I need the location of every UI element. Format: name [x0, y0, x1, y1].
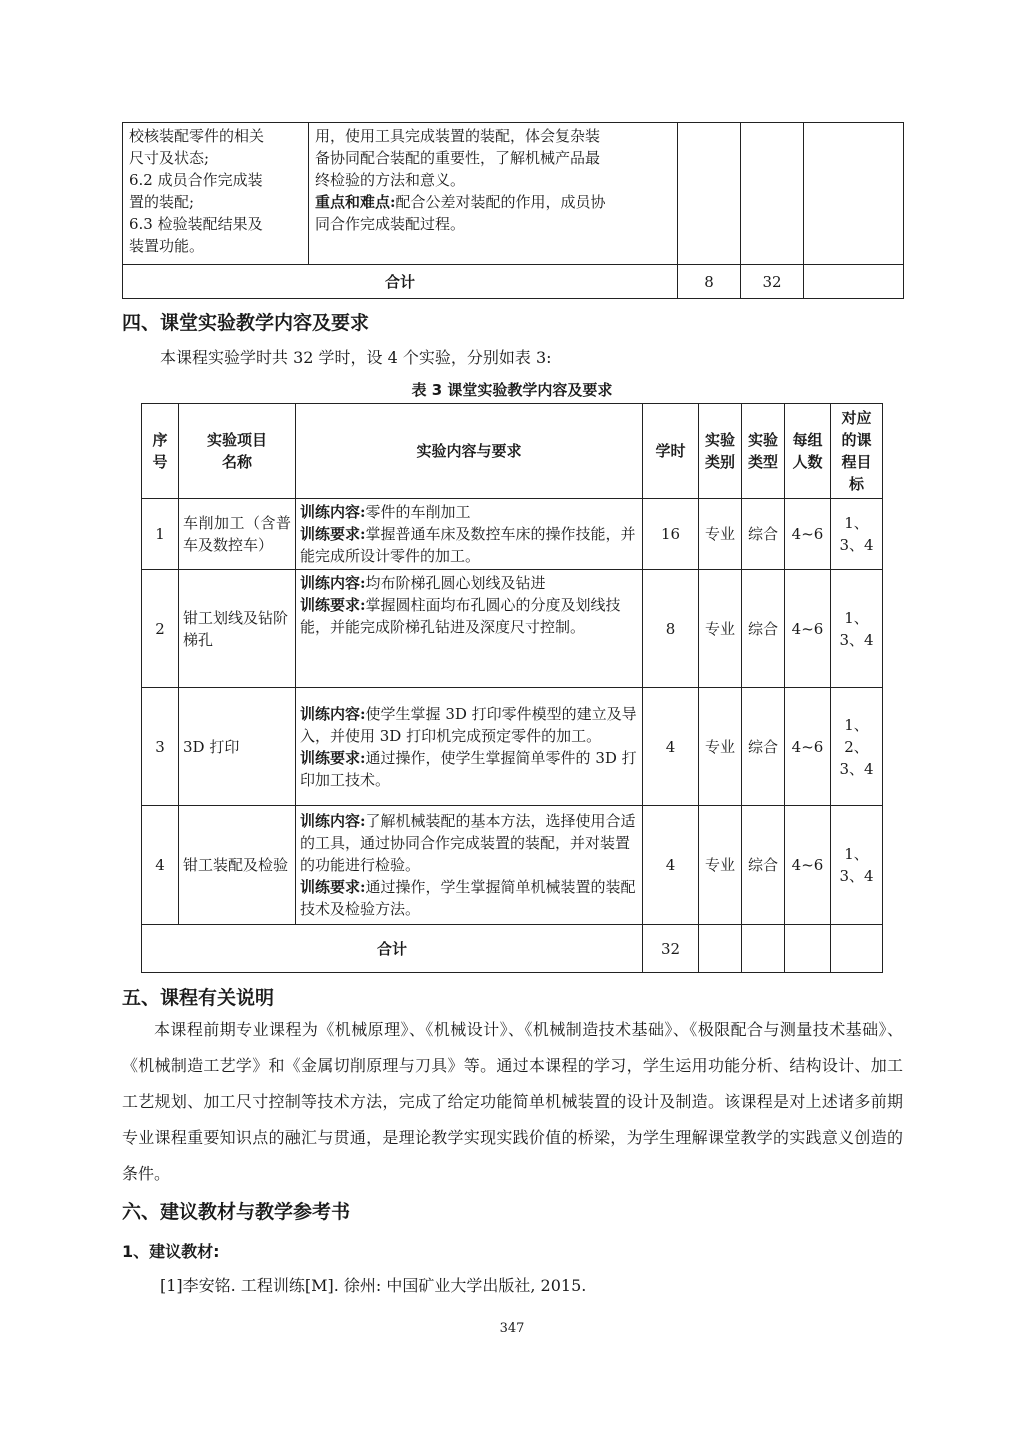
row-content: 训练内容:零件的车削加工 训练要求:掌握普通车床及数控车床的操作技能，并能完成所设计零件的加工。 — [296, 499, 643, 570]
row-group: 4~6 — [785, 499, 831, 570]
cell-line: 备协同配合装配的重要性，了解机械产品最 — [315, 149, 601, 167]
content-cell — [309, 123, 678, 265]
section4-heading: 四、课堂实验教学内容及要求 — [122, 312, 370, 334]
cell-line: 6.2 成员合作完成装 — [129, 171, 263, 189]
cell-line: 尺寸及状态; — [129, 149, 210, 167]
total-value-1: 8 — [678, 265, 741, 299]
row-hours: 16 — [643, 499, 699, 570]
table-row — [142, 806, 883, 925]
row-seq: 3 — [142, 688, 179, 806]
section5-body: 本课程前期专业课程为《机械原理》、《机械设计》、《机械制造技术基础》、《极限配合与测量技术基础》、《机械制造工艺学》和《金属切削原理与刀具》等。通过本课程的学习，学生运用功能分析、结构设计、加工工艺规划、加工尺寸控制等技术方法，完成了给定功能简单机械装置的设计及制造。该课程是对上述诸多前期专业课程重要知识点的融汇与贯通，是理论教学实现实践价值的桥梁，为学生理解课堂教学的实践意义创造的条件。 — [122, 1020, 903, 1183]
cell-line: 校核装配零件的相关 — [129, 127, 265, 145]
requirement-label: 训练要求: — [300, 878, 366, 896]
table-row — [142, 570, 883, 688]
cell-line: 重点和难点:配合公差对装配的作用，成员协 — [315, 193, 606, 211]
row-name: 钳工装配及检验 — [179, 806, 296, 925]
empty-cell — [699, 925, 742, 973]
total-label: 合计 — [123, 265, 678, 299]
row-name: 钳工划线及钻阶梯孔 — [179, 570, 296, 688]
header-content: 实验内容与要求 — [296, 404, 643, 499]
row-name: 3D 打印 — [179, 688, 296, 806]
header-hours: 学时 — [643, 404, 699, 499]
row-name: 车削加工（含普车及数控车） — [179, 499, 296, 570]
section5-heading: 五、课程有关说明 — [122, 987, 275, 1009]
objective-cell — [123, 123, 309, 265]
header-goal: 对应的课程目标 — [831, 404, 883, 499]
cell-line: 用，使用工具完成装置的装配，体会复杂装 — [315, 127, 601, 145]
row-goal: 1、2、3、4 — [831, 688, 883, 806]
header-category: 实验类别 — [699, 404, 742, 499]
row-type: 综合 — [742, 499, 785, 570]
total-row — [142, 925, 883, 973]
row-type: 综合 — [742, 806, 785, 925]
table-header-row — [142, 404, 883, 499]
table-row — [142, 499, 883, 570]
requirement-label: 训练要求: — [300, 596, 366, 614]
section6-heading: 六、建议教材与教学参考书 — [122, 1201, 351, 1223]
header-group: 每组人数 — [785, 404, 831, 499]
row-hours: 8 — [643, 570, 699, 688]
row-type: 综合 — [742, 570, 785, 688]
row-goal: 1、3、4 — [831, 806, 883, 925]
section4-intro: 本课程实验学时共 32 学时，设 4 个实验，分别如表 3: — [160, 348, 552, 367]
section6-subheading: 1、建议教材: — [122, 1242, 220, 1261]
row-group: 4~6 — [785, 688, 831, 806]
content-label: 训练内容: — [300, 574, 366, 592]
empty-cell — [804, 265, 904, 299]
continued-table — [122, 122, 904, 299]
row-category: 专业 — [699, 570, 742, 688]
row-content: 训练内容:均布阶梯孔圆心划线及钻进 训练要求:掌握圆柱面均布孔圆心的分度及划线技能，并能完成阶梯孔钻进及深度尺寸控制。 — [296, 570, 643, 688]
empty-cell — [804, 123, 904, 265]
page-number: 347 — [499, 1321, 525, 1336]
total-value-2: 32 — [741, 265, 804, 299]
row-hours: 4 — [643, 688, 699, 806]
cell-line: 同合作完成装配过程。 — [315, 215, 466, 233]
content-label: 训练内容: — [300, 704, 366, 723]
total-label: 合计 — [142, 925, 643, 973]
reference-item: [1]李安铭. 工程训练[M]. 徐州: 中国矿业大学出版社, 2015. — [160, 1276, 587, 1295]
total-hours: 32 — [643, 925, 699, 973]
empty-cell — [741, 123, 804, 265]
table3-caption: 表 3 课堂实验教学内容及要求 — [411, 381, 613, 399]
requirement-label: 训练要求: — [300, 525, 366, 543]
total-row — [123, 265, 904, 299]
row-category: 专业 — [699, 806, 742, 925]
header-type: 实验类型 — [742, 404, 785, 499]
row-type: 综合 — [742, 688, 785, 806]
requirement-label: 训练要求: — [300, 748, 366, 767]
row-content: 训练内容:了解机械装配的基本方法，选择使用合适的工具，通过协同合作完成装置的装配，并对装置的功能进行检验。 训练要求:通过操作，学生掌握简单机械装置的装配技术及检验方法。 — [296, 806, 643, 925]
row-category: 专业 — [699, 688, 742, 806]
row-category: 专业 — [699, 499, 742, 570]
table-row — [142, 688, 883, 806]
row-hours: 4 — [643, 806, 699, 925]
header-seq: 序号 — [142, 404, 179, 499]
key-points-label: 重点和难点: — [315, 193, 396, 211]
cell-line: 置的装配; — [129, 193, 195, 211]
empty-cell — [785, 925, 831, 973]
row-seq: 2 — [142, 570, 179, 688]
empty-cell — [678, 123, 741, 265]
row-seq: 4 — [142, 806, 179, 925]
cell-line: 终检验的方法和意义。 — [315, 171, 466, 189]
content-label: 训练内容: — [300, 503, 366, 521]
table-row — [123, 123, 904, 265]
row-group: 4~6 — [785, 806, 831, 925]
empty-cell — [742, 925, 785, 973]
row-group: 4~6 — [785, 570, 831, 688]
header-name: 实验项目名称 — [179, 404, 296, 499]
row-seq: 1 — [142, 499, 179, 570]
content-label: 训练内容: — [300, 812, 366, 830]
table3 — [141, 403, 883, 973]
row-content: 训练内容:使学生掌握 3D 打印零件模型的建立及导入，并使用 3D 打印机完成预定零件的加工。 训练要求:通过操作，使学生掌握简单零件的 3D 打印加工技术。 — [296, 688, 643, 806]
row-goal: 1、3、4 — [831, 499, 883, 570]
row-goal: 1、3、4 — [831, 570, 883, 688]
cell-line: 装置功能。 — [129, 237, 205, 255]
empty-cell — [831, 925, 883, 973]
cell-line: 6.3 检验装配结果及 — [129, 215, 263, 233]
